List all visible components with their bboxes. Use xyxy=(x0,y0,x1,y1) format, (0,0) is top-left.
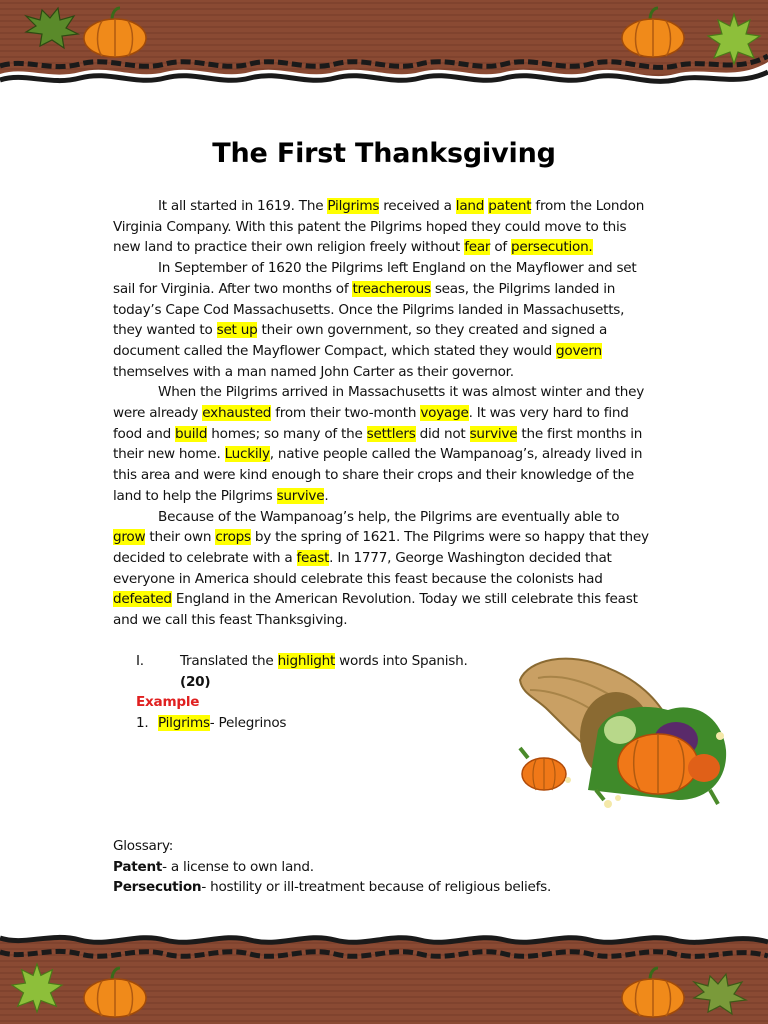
glossary-heading: Glossary: xyxy=(113,838,174,854)
text-run: from their two-month xyxy=(271,405,421,422)
text-run: by the spring of 1621. The Pilgrims were so happy that they decided to celebrate with a xyxy=(113,529,649,566)
text-run: When the Pilgrims arrived in Massachusetts it was almost winter and they were already xyxy=(113,384,645,422)
maple-leaf-icon xyxy=(690,972,748,1016)
text-run: their own xyxy=(145,529,216,546)
example-word: Pilgrims xyxy=(158,715,210,732)
highlighted-word: fear xyxy=(464,239,491,256)
highlighted-word: survive xyxy=(276,487,325,504)
text-run: , native people called the Wampanoag’s, already lived in this area and were kind enough to share their crops and their knowledge of the land to help the Pilgrims xyxy=(113,446,643,504)
glossary-term: Persecution xyxy=(113,879,202,896)
text-run: their own government, so they created and signed a document called the Mayflower Compact, which stated they would xyxy=(113,322,608,359)
text-run: homes; so many of the xyxy=(207,425,367,442)
story-paragraph xyxy=(113,196,653,258)
text-run: did not xyxy=(415,425,470,442)
highlighted-word: Luckily xyxy=(224,446,270,463)
story-paragraph xyxy=(113,258,653,382)
highlighted-word: defeated xyxy=(113,591,172,608)
highlighted-word: crops xyxy=(215,529,251,546)
highlighted-word: land xyxy=(455,198,485,214)
highlighted-word: patent xyxy=(488,198,532,214)
task-number: I. xyxy=(136,653,144,669)
pumpkin-icon xyxy=(82,6,148,58)
task-highlight-word: highlight xyxy=(277,653,336,669)
glossary-term: Patent xyxy=(113,858,163,875)
story-paragraph xyxy=(113,507,653,631)
text-run: . In 1777, George Washington decided that everyone in America should celebrate this feast because the colonists had xyxy=(113,549,612,587)
highlighted-word: voyage xyxy=(420,405,469,422)
pumpkin-icon xyxy=(82,966,148,1018)
example-item xyxy=(136,713,516,734)
highlighted-word: set up xyxy=(216,322,258,339)
text-run: of xyxy=(490,239,512,256)
text-run: England in the American Revolution. Today we still celebrate this feast and we call this feast Thanksgiving. xyxy=(113,591,638,629)
translation-task xyxy=(136,651,516,734)
example-label: Example xyxy=(136,694,200,711)
highlighted-word: Pilgrims xyxy=(327,198,380,214)
highlighted-word: feast xyxy=(296,549,330,566)
task-text-after: words into Spanish. xyxy=(335,653,468,669)
pumpkin-icon xyxy=(620,966,686,1018)
highlighted-word: govern xyxy=(556,342,602,359)
text-run: from the London Virginia Company. With this patent the Pilgrims hoped they could move to this new land to practice their own religion freely without xyxy=(113,198,645,256)
text-run: In September of 1620 the Pilgrims left England on the Mayflower and set sail for Virginia. After two months of xyxy=(113,260,637,297)
text-run: . xyxy=(324,487,329,504)
text-run: seas, the Pilgrims landed in today’s Cape Cod Massachusetts. Once the Pilgrims landed in Massachusetts, they wanted to xyxy=(113,280,625,339)
text-run: Because of the Wampanoag’s help, the Pilgrims are eventually able to xyxy=(158,508,620,525)
maple-leaf-icon xyxy=(10,962,64,1014)
example-number: 1. xyxy=(136,715,149,732)
task-points: (20) xyxy=(180,673,211,690)
story-text xyxy=(113,196,653,631)
highlighted-word: persecution. xyxy=(511,239,593,256)
story-paragraph xyxy=(113,382,653,506)
pumpkin-icon xyxy=(620,6,686,58)
glossary-definition: - a license to own land. xyxy=(162,858,314,875)
text-run: themselves with a man named John Carter as their governor. xyxy=(113,363,514,380)
maple-leaf-icon xyxy=(706,12,762,66)
cornucopia-illustration xyxy=(508,640,748,820)
glossary-entry-persecution xyxy=(113,877,653,898)
example-translation: - Pelegrinos xyxy=(209,715,287,732)
page-title: The First Thanksgiving xyxy=(212,138,556,169)
text-run: received a xyxy=(379,198,456,214)
text-run: . It was very hard to find food and xyxy=(113,405,629,442)
highlighted-word: build xyxy=(175,425,208,442)
task-text-before: Translated the xyxy=(180,653,278,669)
text-run: It all started in 1619. The xyxy=(158,198,328,214)
highlighted-word: survive xyxy=(469,425,518,442)
glossary-entry-patent xyxy=(113,857,653,878)
glossary-definition: - hostility or ill-treatment because of religious beliefs. xyxy=(201,879,552,896)
highlighted-word: exhausted xyxy=(202,405,272,422)
highlighted-word: treacherous xyxy=(352,280,431,297)
highlighted-word: grow xyxy=(113,529,146,546)
maple-leaf-icon xyxy=(22,6,80,50)
glossary xyxy=(113,836,653,898)
text-run: the first months in their new home. xyxy=(113,425,643,463)
highlighted-word: settlers xyxy=(366,425,416,442)
